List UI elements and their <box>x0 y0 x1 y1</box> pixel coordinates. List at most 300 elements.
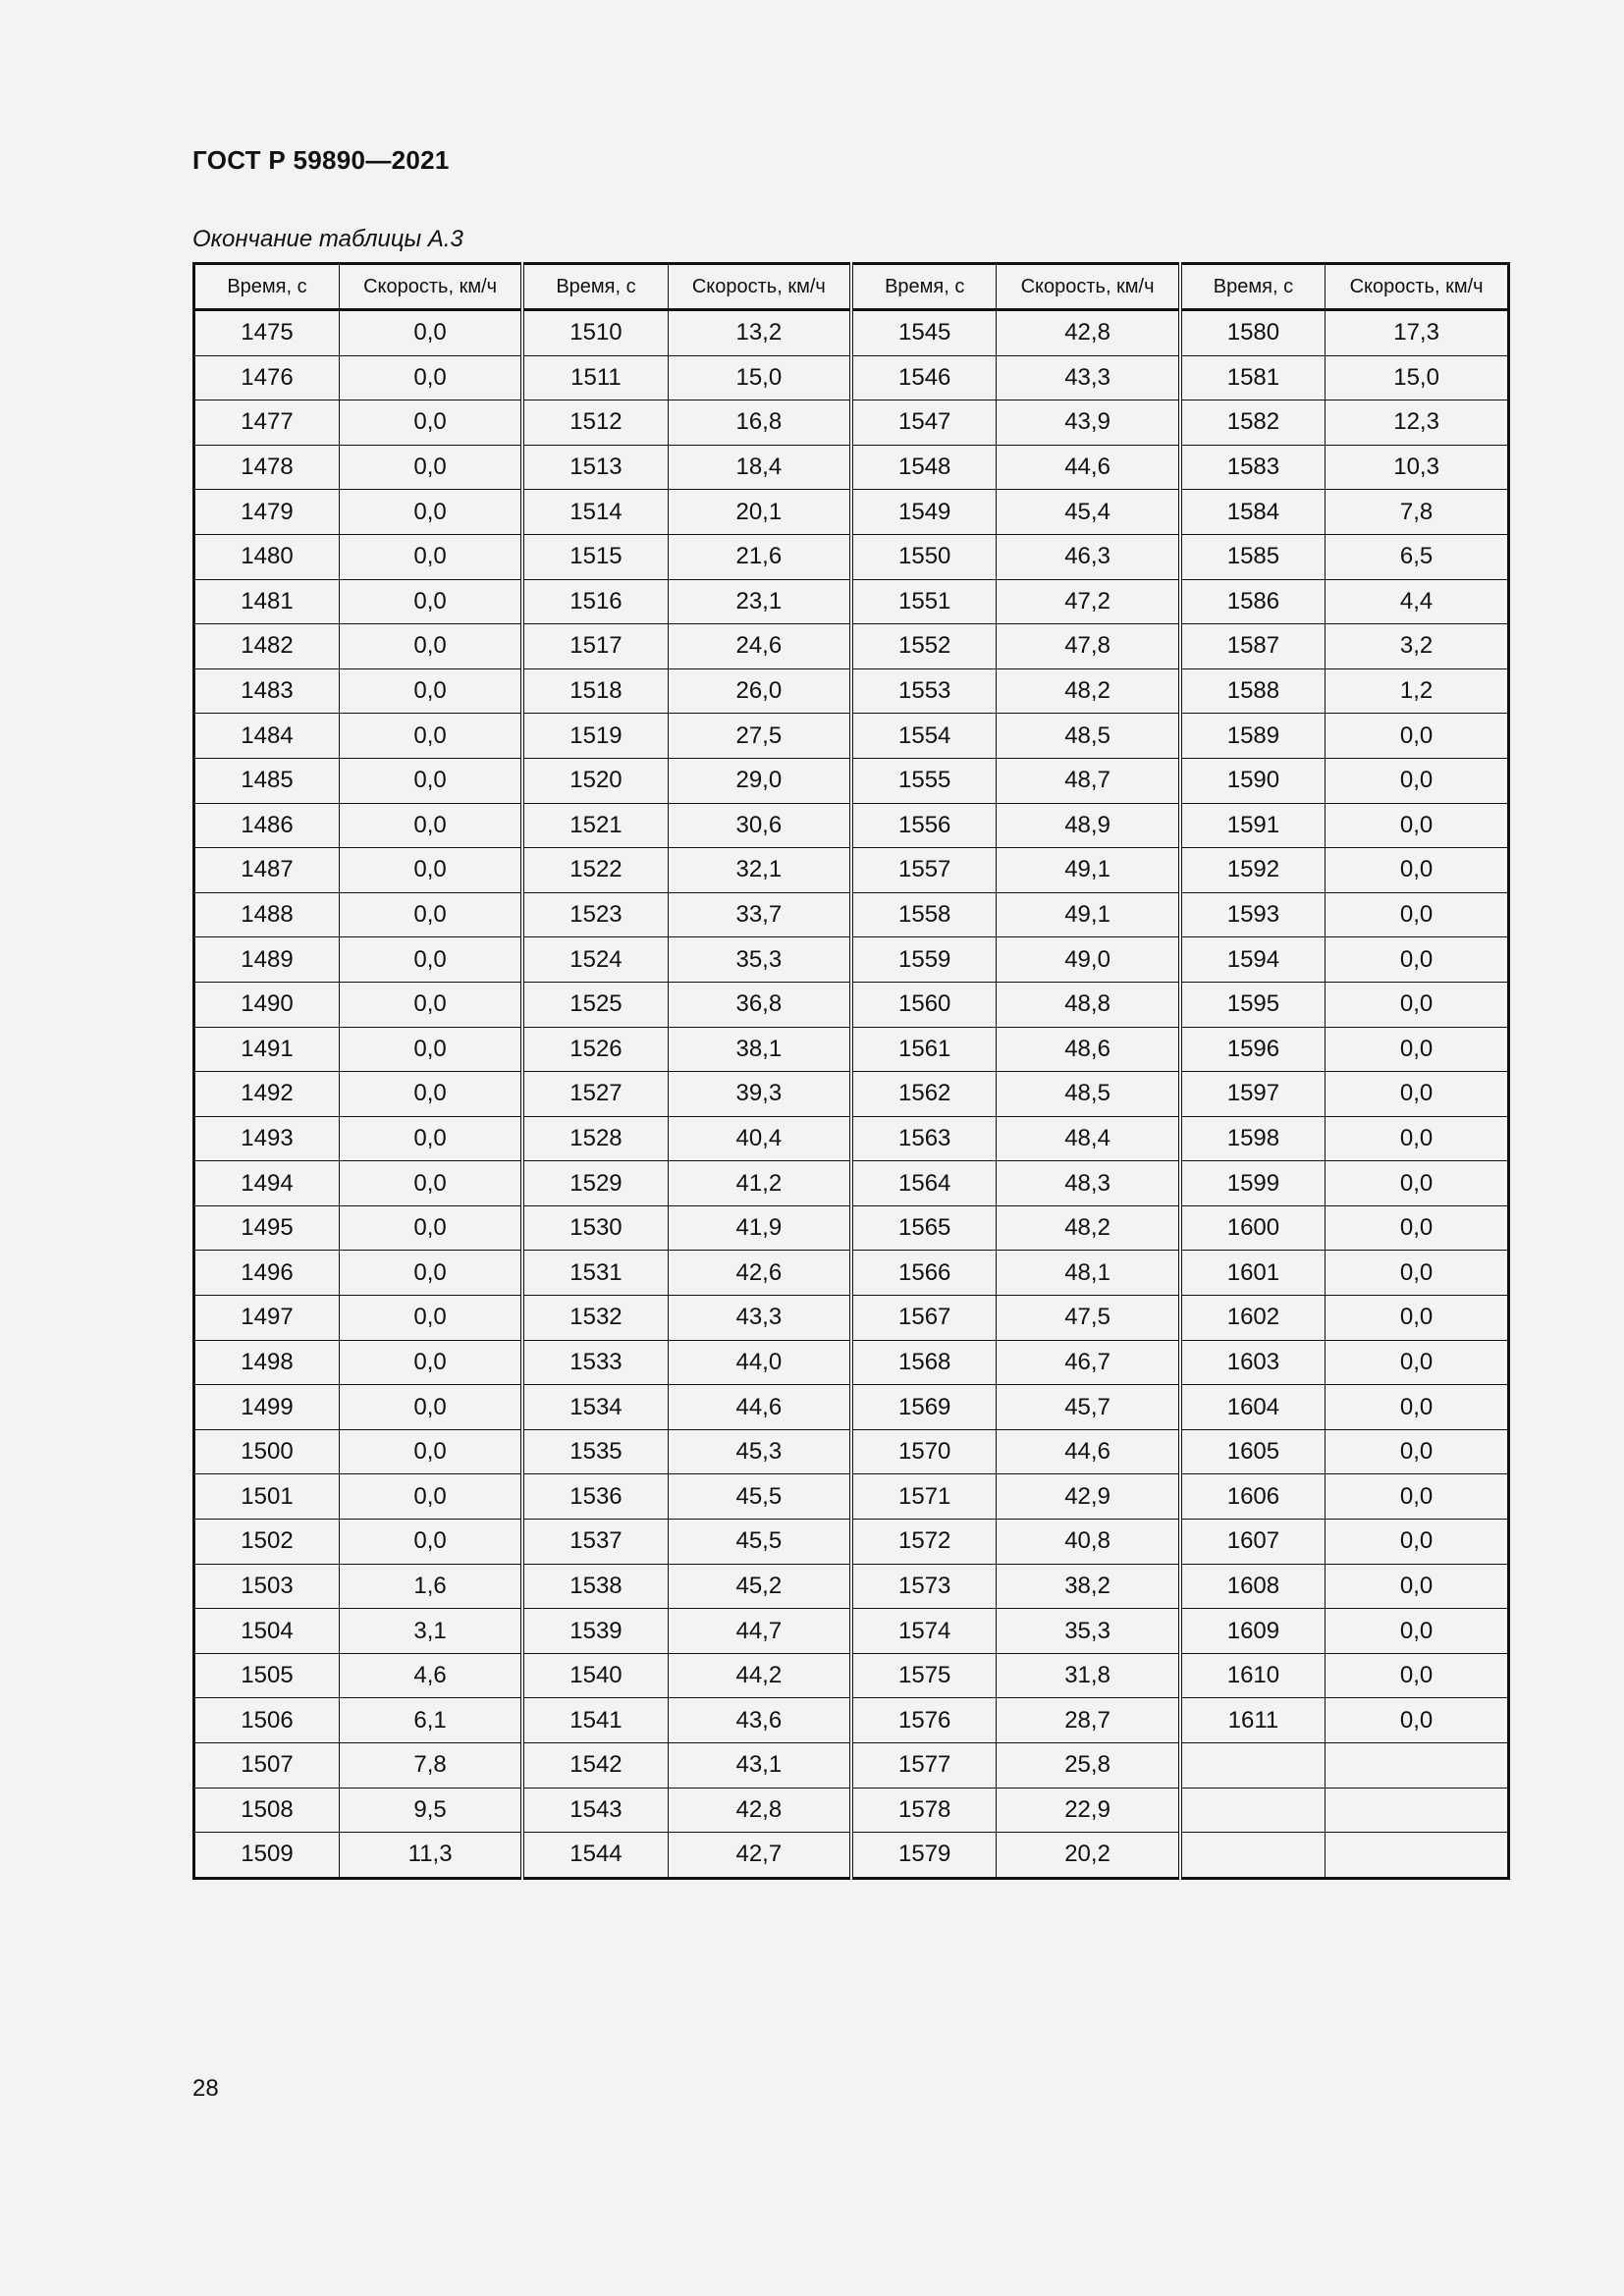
speed-cell: 11,3 <box>339 1833 522 1879</box>
speed-cell: 43,1 <box>668 1743 851 1789</box>
table-row <box>194 534 1509 579</box>
time-cell: 1496 <box>194 1251 340 1296</box>
speed-cell: 42,6 <box>668 1251 851 1296</box>
time-cell: 1535 <box>522 1429 668 1474</box>
table-row <box>194 1429 1509 1474</box>
speed-cell: 38,1 <box>668 1027 851 1072</box>
time-cell: 1477 <box>194 400 340 446</box>
time-cell: 1524 <box>522 937 668 983</box>
speed-cell: 36,8 <box>668 982 851 1027</box>
table-row <box>194 1161 1509 1206</box>
speed-cell: 44,6 <box>997 445 1180 490</box>
table-row <box>194 1833 1509 1879</box>
time-cell: 1571 <box>851 1474 997 1520</box>
speed-cell: 6,1 <box>339 1698 522 1743</box>
time-cell: 1517 <box>522 624 668 669</box>
time-cell: 1565 <box>851 1205 997 1251</box>
speed-cell: 48,2 <box>997 1205 1180 1251</box>
time-cell: 1549 <box>851 490 997 535</box>
speed-cell: 0,0 <box>339 1161 522 1206</box>
time-cell: 1539 <box>522 1609 668 1654</box>
speed-cell: 0,0 <box>339 892 522 937</box>
speed-cell: 42,8 <box>668 1788 851 1833</box>
time-cell: 1599 <box>1180 1161 1326 1206</box>
time-cell: 1522 <box>522 848 668 893</box>
time-cell: 1476 <box>194 355 340 400</box>
speed-cell: 46,3 <box>997 534 1180 579</box>
speed-cell: 24,6 <box>668 624 851 669</box>
time-cell: 1519 <box>522 714 668 759</box>
time-cell: 1492 <box>194 1072 340 1117</box>
speed-cell: 43,3 <box>997 355 1180 400</box>
column-header-time: Время, с <box>851 264 997 310</box>
table-row <box>194 892 1509 937</box>
speed-cell: 0,0 <box>1326 714 1509 759</box>
time-cell: 1540 <box>522 1653 668 1698</box>
time-cell: 1501 <box>194 1474 340 1520</box>
time-cell: 1528 <box>522 1116 668 1161</box>
speed-cell: 0,0 <box>1326 1251 1509 1296</box>
table-row <box>194 758 1509 803</box>
time-cell: 1566 <box>851 1251 997 1296</box>
time-cell: 1488 <box>194 892 340 937</box>
speed-cell: 4,4 <box>1326 579 1509 624</box>
speed-cell: 0,0 <box>339 714 522 759</box>
speed-cell: 0,0 <box>1326 892 1509 937</box>
time-cell: 1527 <box>522 1072 668 1117</box>
time-cell: 1530 <box>522 1205 668 1251</box>
column-header-speed: Скорость, км/ч <box>668 264 851 310</box>
speed-cell: 22,9 <box>997 1788 1180 1833</box>
column-header-speed: Скорость, км/ч <box>1326 264 1509 310</box>
speed-cell: 42,7 <box>668 1833 851 1879</box>
time-cell: 1505 <box>194 1653 340 1698</box>
time-cell: 1502 <box>194 1520 340 1565</box>
time-cell: 1591 <box>1180 803 1326 848</box>
speed-cell: 0,0 <box>1326 1698 1509 1743</box>
speed-cell: 38,2 <box>997 1564 1180 1609</box>
speed-cell: 0,0 <box>1326 1653 1509 1698</box>
speed-cell: 0,0 <box>339 1429 522 1474</box>
speed-cell: 33,7 <box>668 892 851 937</box>
time-cell: 1543 <box>522 1788 668 1833</box>
time-cell: 1573 <box>851 1564 997 1609</box>
time-cell <box>1180 1788 1326 1833</box>
table-row <box>194 1296 1509 1341</box>
speed-cell: 9,5 <box>339 1788 522 1833</box>
speed-cell: 20,2 <box>997 1833 1180 1879</box>
time-cell: 1538 <box>522 1564 668 1609</box>
time-cell: 1555 <box>851 758 997 803</box>
speed-time-table <box>192 262 1510 1880</box>
speed-cell: 0,0 <box>339 1072 522 1117</box>
speed-cell: 45,3 <box>668 1429 851 1474</box>
speed-cell: 48,5 <box>997 714 1180 759</box>
speed-cell: 0,0 <box>1326 1027 1509 1072</box>
table-row <box>194 1520 1509 1565</box>
speed-cell: 47,8 <box>997 624 1180 669</box>
time-cell: 1503 <box>194 1564 340 1609</box>
speed-cell: 47,5 <box>997 1296 1180 1341</box>
time-cell: 1607 <box>1180 1520 1326 1565</box>
speed-cell: 1,2 <box>1326 668 1509 714</box>
speed-cell: 28,7 <box>997 1698 1180 1743</box>
speed-cell: 48,8 <box>997 982 1180 1027</box>
time-cell <box>1180 1833 1326 1879</box>
speed-cell: 26,0 <box>668 668 851 714</box>
page-number: 28 <box>192 2075 219 2102</box>
table-row <box>194 1743 1509 1789</box>
table-row <box>194 668 1509 714</box>
speed-cell: 44,6 <box>997 1429 1180 1474</box>
time-cell: 1523 <box>522 892 668 937</box>
time-cell: 1562 <box>851 1072 997 1117</box>
speed-cell: 7,8 <box>1326 490 1509 535</box>
time-cell: 1588 <box>1180 668 1326 714</box>
speed-cell: 43,6 <box>668 1698 851 1743</box>
table-row <box>194 1116 1509 1161</box>
time-cell: 1485 <box>194 758 340 803</box>
time-cell: 1491 <box>194 1027 340 1072</box>
time-cell: 1586 <box>1180 579 1326 624</box>
speed-cell: 4,6 <box>339 1653 522 1698</box>
speed-cell: 0,0 <box>339 1251 522 1296</box>
time-cell: 1567 <box>851 1296 997 1341</box>
time-cell: 1511 <box>522 355 668 400</box>
table-row <box>194 400 1509 446</box>
speed-cell: 45,2 <box>668 1564 851 1609</box>
speed-cell: 42,9 <box>997 1474 1180 1520</box>
column-header-speed: Скорость, км/ч <box>339 264 522 310</box>
time-cell: 1513 <box>522 445 668 490</box>
speed-cell: 0,0 <box>339 1340 522 1385</box>
table-row <box>194 579 1509 624</box>
speed-cell: 39,3 <box>668 1072 851 1117</box>
table-row <box>194 1385 1509 1430</box>
time-cell: 1578 <box>851 1788 997 1833</box>
time-cell: 1481 <box>194 579 340 624</box>
speed-cell: 0,0 <box>1326 982 1509 1027</box>
time-cell: 1558 <box>851 892 997 937</box>
speed-cell: 0,0 <box>339 1385 522 1430</box>
table-body <box>194 310 1509 1879</box>
time-cell: 1570 <box>851 1429 997 1474</box>
speed-cell: 48,4 <box>997 1116 1180 1161</box>
time-cell: 1537 <box>522 1520 668 1565</box>
time-cell: 1512 <box>522 400 668 446</box>
time-cell: 1478 <box>194 445 340 490</box>
time-cell: 1602 <box>1180 1296 1326 1341</box>
time-cell: 1601 <box>1180 1251 1326 1296</box>
speed-cell: 45,5 <box>668 1474 851 1520</box>
speed-cell: 44,6 <box>668 1385 851 1430</box>
time-cell: 1545 <box>851 310 997 356</box>
speed-cell: 45,5 <box>668 1520 851 1565</box>
speed-cell: 30,6 <box>668 803 851 848</box>
time-cell: 1480 <box>194 534 340 579</box>
speed-cell: 0,0 <box>339 534 522 579</box>
time-cell: 1504 <box>194 1609 340 1654</box>
table-row <box>194 1788 1509 1833</box>
time-cell: 1605 <box>1180 1429 1326 1474</box>
time-cell: 1490 <box>194 982 340 1027</box>
time-cell: 1508 <box>194 1788 340 1833</box>
time-cell: 1515 <box>522 534 668 579</box>
time-cell: 1594 <box>1180 937 1326 983</box>
speed-cell: 13,2 <box>668 310 851 356</box>
speed-cell: 48,2 <box>997 668 1180 714</box>
time-cell: 1598 <box>1180 1116 1326 1161</box>
speed-cell: 0,0 <box>1326 1564 1509 1609</box>
table-caption: Окончание таблицы А.3 <box>192 226 463 252</box>
table-row <box>194 1564 1509 1609</box>
time-cell: 1611 <box>1180 1698 1326 1743</box>
speed-cell: 44,2 <box>668 1653 851 1698</box>
speed-cell: 0,0 <box>1326 937 1509 983</box>
time-cell: 1608 <box>1180 1564 1326 1609</box>
time-cell: 1600 <box>1180 1205 1326 1251</box>
table-row <box>194 1474 1509 1520</box>
table-row <box>194 937 1509 983</box>
speed-cell: 0,0 <box>1326 1520 1509 1565</box>
time-cell: 1514 <box>522 490 668 535</box>
time-cell: 1603 <box>1180 1340 1326 1385</box>
speed-cell: 48,7 <box>997 758 1180 803</box>
time-cell: 1597 <box>1180 1072 1326 1117</box>
table-row <box>194 803 1509 848</box>
time-cell: 1589 <box>1180 714 1326 759</box>
speed-cell: 32,1 <box>668 848 851 893</box>
speed-cell: 29,0 <box>668 758 851 803</box>
time-cell: 1550 <box>851 534 997 579</box>
speed-cell: 0,0 <box>339 1027 522 1072</box>
time-cell: 1498 <box>194 1340 340 1385</box>
speed-cell: 18,4 <box>668 445 851 490</box>
speed-cell <box>1326 1833 1509 1879</box>
time-cell: 1497 <box>194 1296 340 1341</box>
speed-cell: 0,0 <box>1326 1609 1509 1654</box>
table-row <box>194 490 1509 535</box>
speed-cell: 49,1 <box>997 848 1180 893</box>
time-cell: 1534 <box>522 1385 668 1430</box>
time-cell: 1596 <box>1180 1027 1326 1072</box>
time-cell: 1559 <box>851 937 997 983</box>
speed-cell: 17,3 <box>1326 310 1509 356</box>
time-cell: 1577 <box>851 1743 997 1789</box>
speed-cell: 0,0 <box>339 803 522 848</box>
table-header-row <box>194 264 1509 310</box>
speed-cell: 0,0 <box>1326 1340 1509 1385</box>
table-row <box>194 1251 1509 1296</box>
time-cell: 1500 <box>194 1429 340 1474</box>
speed-cell: 1,6 <box>339 1564 522 1609</box>
speed-cell: 40,8 <box>997 1520 1180 1565</box>
time-cell: 1495 <box>194 1205 340 1251</box>
time-cell: 1541 <box>522 1698 668 1743</box>
time-cell: 1574 <box>851 1609 997 1654</box>
time-cell: 1580 <box>1180 310 1326 356</box>
time-cell: 1579 <box>851 1833 997 1879</box>
speed-cell: 25,8 <box>997 1743 1180 1789</box>
time-cell: 1484 <box>194 714 340 759</box>
time-cell: 1494 <box>194 1161 340 1206</box>
time-cell: 1516 <box>522 579 668 624</box>
table-row <box>194 310 1509 356</box>
speed-cell: 44,0 <box>668 1340 851 1385</box>
speed-cell: 47,2 <box>997 579 1180 624</box>
time-cell: 1507 <box>194 1743 340 1789</box>
speed-cell: 0,0 <box>1326 1296 1509 1341</box>
table-row <box>194 1027 1509 1072</box>
speed-cell: 15,0 <box>1326 355 1509 400</box>
speed-cell: 0,0 <box>339 1116 522 1161</box>
time-cell: 1547 <box>851 400 997 446</box>
time-cell: 1553 <box>851 668 997 714</box>
speed-cell: 0,0 <box>1326 1161 1509 1206</box>
time-cell: 1556 <box>851 803 997 848</box>
time-cell: 1529 <box>522 1161 668 1206</box>
time-cell: 1506 <box>194 1698 340 1743</box>
time-cell: 1531 <box>522 1251 668 1296</box>
time-cell: 1609 <box>1180 1609 1326 1654</box>
time-cell: 1482 <box>194 624 340 669</box>
time-cell: 1606 <box>1180 1474 1326 1520</box>
speed-cell: 15,0 <box>668 355 851 400</box>
time-cell: 1483 <box>194 668 340 714</box>
speed-cell: 48,9 <box>997 803 1180 848</box>
time-cell: 1493 <box>194 1116 340 1161</box>
speed-cell: 0,0 <box>339 310 522 356</box>
time-cell: 1526 <box>522 1027 668 1072</box>
speed-cell: 0,0 <box>339 937 522 983</box>
speed-cell: 0,0 <box>339 848 522 893</box>
time-cell: 1533 <box>522 1340 668 1385</box>
time-cell: 1499 <box>194 1385 340 1430</box>
time-cell: 1584 <box>1180 490 1326 535</box>
time-cell: 1560 <box>851 982 997 1027</box>
speed-cell <box>1326 1743 1509 1789</box>
table-row <box>194 1205 1509 1251</box>
column-header-time: Время, с <box>194 264 340 310</box>
time-cell: 1518 <box>522 668 668 714</box>
time-cell: 1551 <box>851 579 997 624</box>
column-header-time: Время, с <box>522 264 668 310</box>
speed-cell: 48,5 <box>997 1072 1180 1117</box>
speed-cell: 10,3 <box>1326 445 1509 490</box>
speed-cell: 48,3 <box>997 1161 1180 1206</box>
speed-cell: 27,5 <box>668 714 851 759</box>
time-cell: 1585 <box>1180 534 1326 579</box>
time-cell: 1572 <box>851 1520 997 1565</box>
table-row <box>194 355 1509 400</box>
speed-cell: 0,0 <box>339 1520 522 1565</box>
time-cell: 1510 <box>522 310 668 356</box>
time-cell: 1532 <box>522 1296 668 1341</box>
speed-cell: 49,1 <box>997 892 1180 937</box>
time-cell: 1552 <box>851 624 997 669</box>
speed-cell: 0,0 <box>1326 1474 1509 1520</box>
time-cell: 1575 <box>851 1653 997 1698</box>
speed-cell: 0,0 <box>339 579 522 624</box>
time-cell: 1542 <box>522 1743 668 1789</box>
table-row <box>194 1340 1509 1385</box>
speed-cell: 0,0 <box>339 1474 522 1520</box>
speed-cell: 21,6 <box>668 534 851 579</box>
speed-cell: 0,0 <box>1326 1116 1509 1161</box>
time-cell: 1475 <box>194 310 340 356</box>
speed-cell: 6,5 <box>1326 534 1509 579</box>
time-cell: 1582 <box>1180 400 1326 446</box>
time-cell: 1581 <box>1180 355 1326 400</box>
time-cell: 1595 <box>1180 982 1326 1027</box>
time-cell: 1489 <box>194 937 340 983</box>
speed-cell: 41,2 <box>668 1161 851 1206</box>
speed-cell: 0,0 <box>1326 1205 1509 1251</box>
time-cell: 1554 <box>851 714 997 759</box>
time-cell: 1563 <box>851 1116 997 1161</box>
table-row <box>194 1609 1509 1654</box>
speed-cell: 0,0 <box>1326 1429 1509 1474</box>
speed-cell: 0,0 <box>1326 848 1509 893</box>
speed-cell: 48,1 <box>997 1251 1180 1296</box>
speed-cell: 35,3 <box>668 937 851 983</box>
time-cell: 1569 <box>851 1385 997 1430</box>
time-cell: 1557 <box>851 848 997 893</box>
speed-cell: 23,1 <box>668 579 851 624</box>
time-cell: 1521 <box>522 803 668 848</box>
time-cell: 1587 <box>1180 624 1326 669</box>
speed-cell: 43,3 <box>668 1296 851 1341</box>
speed-cell: 0,0 <box>339 1205 522 1251</box>
speed-cell: 0,0 <box>339 400 522 446</box>
time-cell: 1525 <box>522 982 668 1027</box>
speed-cell: 0,0 <box>339 982 522 1027</box>
time-cell: 1548 <box>851 445 997 490</box>
speed-cell: 0,0 <box>339 490 522 535</box>
speed-cell: 3,1 <box>339 1609 522 1654</box>
speed-cell <box>1326 1788 1509 1833</box>
time-cell: 1564 <box>851 1161 997 1206</box>
table-row <box>194 445 1509 490</box>
time-cell: 1592 <box>1180 848 1326 893</box>
time-cell: 1604 <box>1180 1385 1326 1430</box>
speed-cell: 35,3 <box>997 1609 1180 1654</box>
table-row <box>194 848 1509 893</box>
time-cell: 1576 <box>851 1698 997 1743</box>
time-cell: 1610 <box>1180 1653 1326 1698</box>
column-header-time: Время, с <box>1180 264 1326 310</box>
time-cell: 1593 <box>1180 892 1326 937</box>
table-row <box>194 1653 1509 1698</box>
table-row <box>194 982 1509 1027</box>
time-cell: 1590 <box>1180 758 1326 803</box>
time-cell: 1520 <box>522 758 668 803</box>
time-cell: 1536 <box>522 1474 668 1520</box>
time-cell: 1487 <box>194 848 340 893</box>
speed-cell: 31,8 <box>997 1653 1180 1698</box>
speed-cell: 12,3 <box>1326 400 1509 446</box>
time-cell: 1479 <box>194 490 340 535</box>
speed-cell: 48,6 <box>997 1027 1180 1072</box>
time-cell: 1486 <box>194 803 340 848</box>
time-cell: 1568 <box>851 1340 997 1385</box>
speed-cell: 3,2 <box>1326 624 1509 669</box>
time-cell: 1546 <box>851 355 997 400</box>
speed-cell: 43,9 <box>997 400 1180 446</box>
time-cell: 1509 <box>194 1833 340 1879</box>
table-row <box>194 714 1509 759</box>
table-row <box>194 624 1509 669</box>
